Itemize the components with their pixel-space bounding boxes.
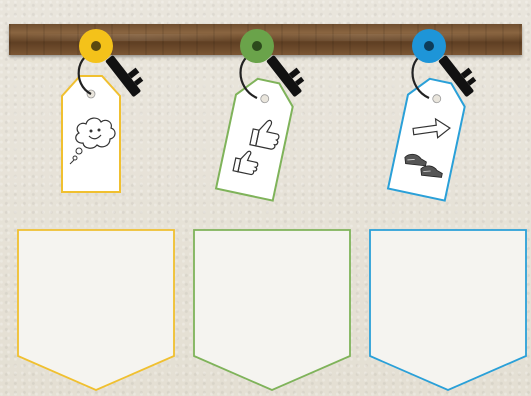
key-tag-thumbs[interactable] xyxy=(213,24,333,204)
drop-zone-yellow[interactable] xyxy=(16,228,176,392)
drop-zone-blue[interactable] xyxy=(368,228,528,392)
drop-zone-green[interactable] xyxy=(192,228,352,392)
key-tag-smile[interactable] xyxy=(52,24,172,204)
tag-card[interactable] xyxy=(216,75,297,201)
tag-card[interactable] xyxy=(388,75,469,201)
key-tag-arrow[interactable] xyxy=(385,24,505,204)
